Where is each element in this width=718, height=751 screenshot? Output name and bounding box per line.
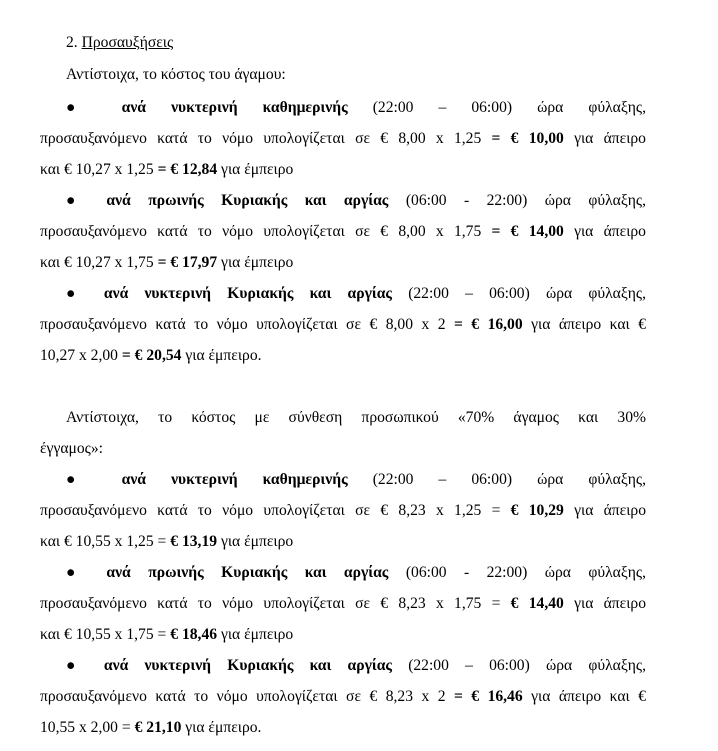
group2-item2-calc	[40, 594, 646, 614]
item-hours: (22:00 – 06:00) ώρα φύλαξης,	[408, 657, 646, 674]
group1-item2-heading	[66, 191, 646, 211]
group1-intro: Αντίστοιχα, το κόστος του άγαμου:	[66, 66, 286, 83]
calc-text: 10,55 x 2,00 =	[40, 719, 131, 736]
group2-item3-calc2	[40, 718, 646, 738]
section-heading	[66, 33, 672, 53]
calc-text: 10,27 x 2,00	[40, 347, 118, 364]
calc-result: € 18,46	[170, 626, 218, 643]
calc-text: προσαυξανόμενο κατά το νόμο υπολογίζεται σε € 8,23 x 1,75 =	[40, 595, 501, 612]
calc-tail: για έμπειρο	[221, 254, 294, 271]
calc-text: και € 10,27 x 1,75	[40, 254, 154, 271]
group1-item1-heading	[66, 98, 646, 118]
item-label: ανά πρωινής Κυριακής και αργίας	[106, 192, 389, 209]
item-label: ανά νυκτερινή Κυριακής και αργίας	[103, 285, 392, 302]
group2-item1-calc	[40, 501, 646, 521]
calc-tail: για έμπειρο.	[185, 719, 262, 736]
calc-text: προσαυξανόμενο κατά το νόμο υπολογίζεται σε € 8,00 x 1,75	[40, 223, 482, 240]
calc-result: = € 16,00	[453, 316, 523, 333]
group2-item2-heading	[66, 563, 646, 583]
calc-tail: για έμπειρο	[220, 533, 294, 550]
calc-text: και € 10,55 x 1,75 =	[40, 626, 167, 643]
calc-tail: για έμπειρο.	[185, 347, 262, 364]
bullet-icon: ●	[66, 99, 97, 116]
bullet-icon: ●	[66, 657, 88, 674]
bullet-icon: ●	[66, 192, 89, 209]
group2-item2-calc2	[40, 625, 646, 645]
calc-text: προσαυξανόμενο κατά το νόμο υπολογίζεται σε € 8,00 x 2	[40, 316, 446, 333]
group2-item1-heading	[66, 470, 646, 490]
item-hours: (22:00 – 06:00) ώρα φύλαξης,	[408, 285, 646, 302]
calc-result: = € 14,00	[491, 223, 564, 240]
calc-tail: για άπειρο	[574, 130, 646, 147]
section-title: Προσαυξήσεις	[81, 34, 174, 51]
calc-result: = € 16,46	[453, 688, 523, 705]
group1-item1-calc2	[40, 160, 646, 180]
group2-intro: Αντίστοιχα, το κόστος με σύνθεση προσωπικού «70% άγαμος και 30%	[66, 409, 646, 426]
group1-item1-calc	[40, 129, 646, 149]
calc-text: και € 10,55 x 1,25 =	[40, 533, 167, 550]
bullet-icon: ●	[66, 471, 97, 488]
item-hours: (22:00 – 06:00) ώρα φύλαξης,	[372, 471, 647, 488]
bullet-icon: ●	[66, 285, 88, 302]
group1-item3-calc	[40, 315, 646, 335]
calc-result: € 21,10	[134, 719, 182, 736]
calc-tail: για έμπειρο	[220, 626, 294, 643]
calc-text: προσαυξανόμενο κατά το νόμο υπολογίζεται σε € 8,23 x 1,25 =	[40, 502, 501, 519]
group1-item3-heading	[66, 284, 646, 304]
group2-item1-calc2	[40, 532, 646, 552]
item-label: ανά νυκτερινή καθημερινής	[121, 471, 348, 488]
item-hours: (22:00 – 06:00) ώρα φύλαξης,	[372, 99, 647, 116]
calc-result: € 10,29	[510, 502, 564, 519]
group2-item3-heading	[66, 656, 646, 676]
item-label: ανά νυκτερινή Κυριακής και αργίας	[103, 657, 392, 674]
item-label: ανά νυκτερινή καθημερινής	[121, 99, 348, 116]
calc-text: προσαυξανόμενο κατά το νόμο υπολογίζεται σε € 8,00 x 1,25	[40, 130, 482, 147]
calc-text: προσαυξανόμενο κατά το νόμο υπολογίζεται σε € 8,23 x 2	[40, 688, 446, 705]
calc-text: και € 10,27 x 1,25	[40, 161, 154, 178]
item-label: ανά πρωινής Κυριακής και αργίας	[106, 564, 389, 581]
calc-tail: για άπειρο	[574, 595, 647, 612]
calc-tail: για άπειρο και €	[531, 688, 646, 705]
calc-tail: για έμπειρο	[221, 161, 294, 178]
calc-result: € 13,19	[170, 533, 218, 550]
calc-result: = € 10,00	[491, 130, 564, 147]
calc-result: € 14,40	[510, 595, 564, 612]
group1-item2-calc	[40, 222, 646, 242]
group1-item3-calc2	[40, 346, 646, 366]
item-hours: (06:00 - 22:00) ώρα φύλαξης,	[405, 192, 646, 209]
calc-tail: για άπειρο	[574, 502, 647, 519]
calc-tail: για άπειρο	[574, 223, 646, 240]
group2-intro-cont: έγγαμος»:	[40, 440, 103, 457]
calc-result: = € 12,84	[157, 161, 218, 178]
group2-item3-calc	[40, 687, 646, 707]
item-hours: (06:00 - 22:00) ώρα φύλαξης,	[405, 564, 646, 581]
calc-tail: για άπειρο και €	[531, 316, 646, 333]
bullet-icon: ●	[66, 564, 89, 581]
section-number: 2.	[66, 34, 78, 51]
group1-item2-calc2	[40, 253, 646, 273]
calc-result: = € 17,97	[157, 254, 218, 271]
calc-result: = € 20,54	[121, 347, 182, 364]
